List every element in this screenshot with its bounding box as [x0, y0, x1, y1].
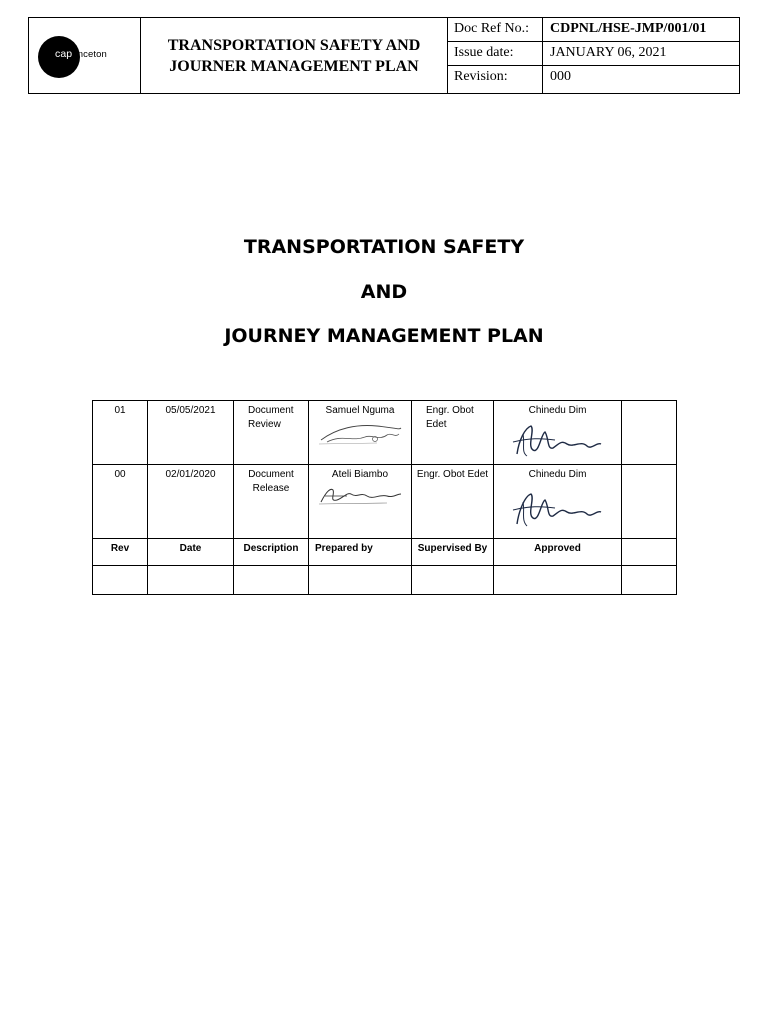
meta-label: Issue date: [448, 42, 543, 65]
meta-label: Revision: [448, 66, 543, 93]
cell-date: 05/05/2021 [148, 401, 234, 465]
cell-prepared-by: Ateli Biambo [309, 465, 412, 539]
cell-empty [622, 401, 677, 465]
table-row [93, 401, 677, 465]
header-title-line2: JOURNER MANAGEMENT PLAN [169, 57, 419, 75]
table-header-row [93, 539, 677, 566]
main-title-line2: AND [360, 281, 408, 303]
cell-rev: 01 [93, 401, 148, 465]
header-date: Date [148, 539, 234, 566]
cell-description: Document Review [234, 401, 309, 465]
signature-image [511, 420, 605, 460]
document-header [28, 17, 740, 94]
header-title-line1: TRANSPORTATION SAFETY AND [167, 36, 421, 54]
cell-date: 02/01/2020 [148, 465, 234, 539]
header-title [141, 18, 448, 93]
header-prepared-by: Prepared by [309, 539, 412, 566]
signature-image [511, 484, 605, 530]
header-approved: Approved [494, 539, 622, 566]
header-rev: Rev [93, 539, 148, 566]
meta-row-revision [448, 66, 740, 93]
header-meta [448, 18, 740, 93]
header-description: Description [234, 539, 309, 566]
cell-supervised-by: Engr. Obot Edet [412, 465, 494, 539]
logo-cell [29, 18, 141, 93]
meta-row-issue-date [448, 42, 740, 66]
cell-empty [622, 566, 677, 595]
cell-empty [622, 539, 677, 566]
meta-value: 000 [550, 69, 571, 84]
meta-label: Doc Ref No.: [448, 18, 543, 41]
revision-table [92, 400, 677, 595]
cell-approved: Chinedu Dim [494, 465, 622, 539]
meta-value: CDPNL/HSE-JMP/001/01 [550, 21, 707, 36]
signature-image [317, 484, 403, 506]
cell-empty [309, 566, 412, 595]
cell-empty [234, 566, 309, 595]
main-title-line1: TRANSPORTATION SAFETY [243, 236, 525, 258]
main-title-line3: JOURNEY MANAGEMENT PLAN [224, 325, 544, 347]
cell-empty [412, 566, 494, 595]
cell-approved: Chinedu Dim [494, 401, 622, 465]
meta-row-doc-ref [448, 18, 740, 42]
cell-empty [622, 465, 677, 539]
signature-image [317, 420, 403, 446]
cell-description: Document Release [234, 465, 309, 539]
cell-empty [148, 566, 234, 595]
logo-text: caprinceton [55, 48, 107, 60]
table-row-empty [93, 566, 677, 595]
cell-supervised-by: Engr. Obot Edet [412, 401, 494, 465]
header-supervised-by: Supervised By [412, 539, 494, 566]
cell-empty [93, 566, 148, 595]
meta-value: JANUARY 06, 2021 [550, 45, 667, 60]
cell-rev: 00 [93, 465, 148, 539]
cell-empty [494, 566, 622, 595]
table-row [93, 465, 677, 539]
cell-prepared-by: Samuel Nguma [309, 401, 412, 465]
